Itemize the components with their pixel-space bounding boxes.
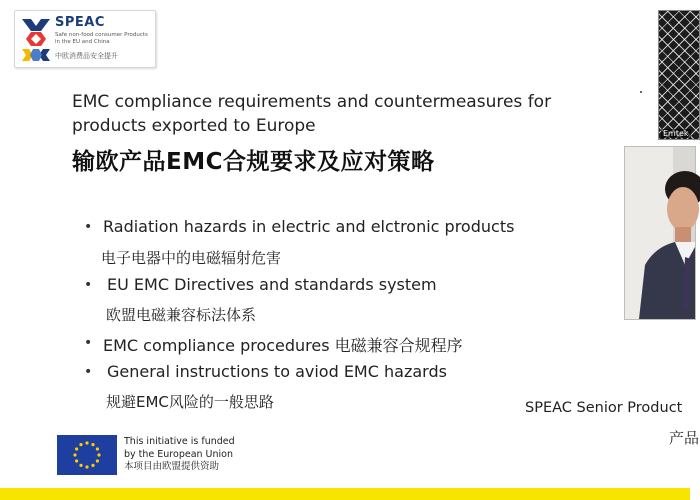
bullet-dot-icon: •: [84, 219, 93, 235]
eu-flag-icon: [57, 435, 117, 475]
bullet-4-text: General instructions to aviod EMC hazards: [107, 362, 447, 381]
speaker-caption: SPEAC Senior Product: [525, 400, 683, 416]
bullet-1-text: Radiation hazards in electric and elctronic products: [103, 217, 515, 236]
video-feed: [659, 11, 699, 139]
eu-funding-notice: [124, 436, 235, 474]
speaker-person-icon: [625, 147, 695, 319]
participant-video-tile[interactable]: [658, 10, 700, 140]
speac-logo: [14, 10, 156, 68]
participant-name-label: Emtek: [663, 129, 689, 138]
speaker-caption-chinese: 产品: [669, 429, 700, 447]
eu-notice-line-2: by the European Union: [124, 448, 233, 460]
bullet-1-chinese: 电子电器中的电磁辐射危害: [101, 249, 282, 267]
logo-chinese-name: 中欧消费品安全提升: [55, 52, 118, 60]
speaker-video-tile[interactable]: [624, 146, 696, 320]
slide-title-english: EMC compliance requirements and countermeasures for products exported to Europe: [72, 92, 552, 136]
bullet-2-chinese: 欧盟电磁兼容标法体系: [106, 306, 257, 324]
bullet-2-text: EU EMC Directives and standards system: [107, 275, 437, 294]
bullet-dot-icon: •: [84, 335, 93, 351]
bullet-3-text: EMC compliance procedures 电磁兼容合规程序: [103, 336, 463, 355]
divider-dot: [640, 91, 642, 93]
eu-notice-line-1: This initiative is funded: [124, 436, 235, 447]
bullet-4-chinese: 规避EMC风险的一般思路: [106, 393, 274, 411]
bullet-dot-icon: •: [84, 364, 93, 380]
speac-logo-mark-icon: [19, 15, 53, 63]
slide-title-chinese: 输欧产品EMC合规要求及应对策略: [72, 149, 435, 175]
eu-notice-line-3: 本项目由欧盟提供资助: [124, 461, 220, 472]
logo-name: SPEAC: [55, 15, 105, 30]
bullet-dot-icon: •: [84, 277, 93, 293]
bottom-accent-bar: [0, 488, 690, 500]
logo-subtitle: Safe non-food consumer Products in the EU and China: [55, 32, 148, 45]
